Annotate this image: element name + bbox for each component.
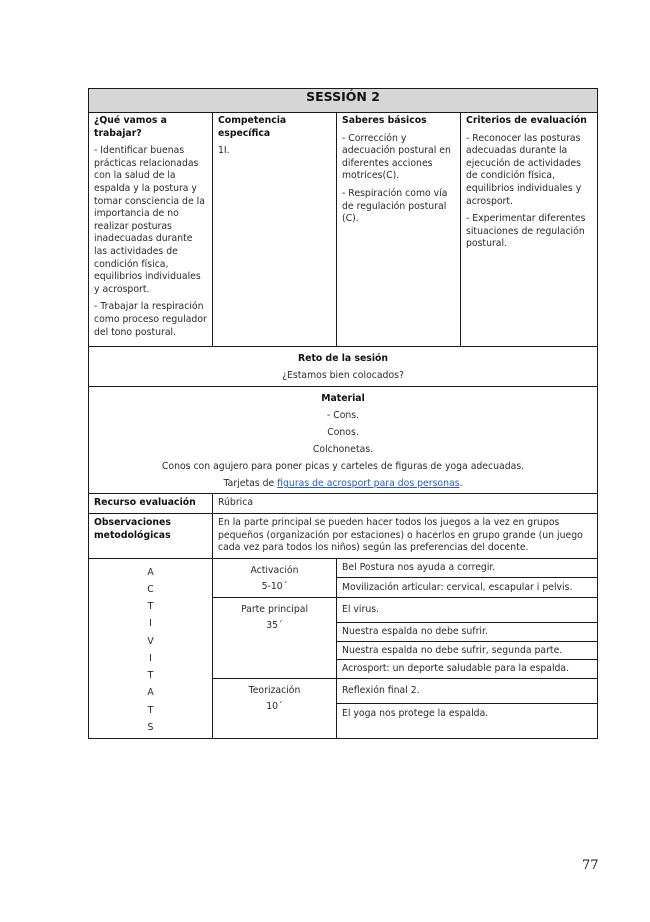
- phase-time: 5-10´: [261, 580, 288, 592]
- activity-item: Bel Postura nos ayuda a corregir.: [337, 558, 598, 578]
- acrosport-figures-link[interactable]: figuras de acrosport para dos personas: [277, 478, 460, 490]
- activitats-letter: T: [147, 670, 154, 682]
- observaciones-text: En la parte principal se pueden hacer todos los juegos a la vez en grupos pequeños (organización por estaciones) o hacerlos en grupo grande (un juego cada vez para todos los niños) según las preferencias del docente.: [213, 514, 598, 559]
- activitats-letter: V: [147, 635, 154, 647]
- activitats-letter: A: [147, 687, 154, 699]
- column-header: Criterios de evaluación: [466, 115, 587, 126]
- list-item: - Reconocer las posturas adecuadas durante la ejecución de actividades de condición física, equilibrios individuales y acrosport.: [466, 132, 582, 207]
- material-item-last: [94, 475, 592, 492]
- list-item: 1I.: [218, 145, 230, 157]
- activity-item: Nuestra espalda no debe sufrir, segunda parte.: [337, 641, 598, 660]
- session-title: SESSIÓN 2: [89, 89, 598, 113]
- column-criterios: [461, 113, 598, 347]
- list-item: - Respiración como vía de regulación postural (C).: [342, 187, 448, 225]
- list-item: - Corrección y adecuación postural en diferentes acciones motrices(C).: [342, 132, 451, 182]
- activity-item: El yoga nos protege la espalda.: [337, 703, 598, 738]
- material-text: .: [459, 478, 463, 490]
- material-item: Colchonetas.: [312, 444, 374, 456]
- activitats-letter: A: [147, 566, 154, 578]
- material-item: Conos.: [327, 427, 359, 439]
- activity-item: Acrosport: un deporte saludable para la espalda.: [337, 660, 598, 679]
- material-text: Tarjetas de: [223, 478, 278, 490]
- material-item: - Cons.: [326, 410, 360, 422]
- column-header: ¿Qué vamos a trabajar?: [94, 115, 167, 139]
- reto-header: Reto de la sesión: [298, 353, 389, 365]
- reto-cell: [89, 347, 598, 387]
- reto-text: ¿Estamos bien colocados?: [282, 370, 404, 382]
- material-cell: [89, 387, 598, 494]
- list-item: - Experimentar diferentes situaciones de regulación postural.: [466, 213, 586, 250]
- column-que-vamos: [89, 113, 213, 347]
- phase-name: Teorización: [248, 684, 301, 696]
- phase-time: 10´: [266, 700, 283, 712]
- activitats-letter: C: [147, 584, 154, 596]
- column-header: Competencia específica: [218, 115, 287, 139]
- activity-item: Nuestra espalda no debe sufrir.: [337, 623, 598, 642]
- material-header: Material: [321, 393, 365, 405]
- activity-item: El virus.: [337, 597, 598, 622]
- activitats-letter: I: [149, 618, 152, 630]
- activitats-letter: S: [147, 721, 154, 733]
- column-saberes: [337, 113, 461, 347]
- observaciones-label: Observaciones metodológicas: [89, 514, 213, 559]
- recurso-value: Rúbrica: [213, 494, 598, 514]
- material-item: Conos con agujero para poner picas y carteles de figuras de yoga adecuadas.: [161, 461, 525, 473]
- activitats-column: [89, 558, 213, 738]
- activitats-letter: T: [147, 601, 154, 613]
- column-header: Saberes básicos: [342, 115, 427, 126]
- page-number: 77: [582, 858, 599, 873]
- column-competencia: [213, 113, 337, 347]
- activitats-letter: I: [149, 652, 152, 664]
- phase-principal: [213, 597, 337, 678]
- phase-time: 35´: [266, 619, 283, 631]
- session-table: [88, 88, 598, 739]
- phase-activacion: [213, 558, 337, 597]
- list-item: - Trabajar la respiración como proceso regulador del tono postural.: [94, 301, 207, 338]
- recurso-label: Recurso evaluación: [89, 494, 213, 514]
- activitats-letter: T: [147, 704, 154, 716]
- phase-name: Parte principal: [240, 603, 309, 615]
- activity-item: Reflexión final 2.: [337, 678, 598, 703]
- phase-teorizacion: [213, 678, 337, 738]
- lesson-page: [88, 88, 597, 739]
- phase-name: Activación: [250, 564, 299, 576]
- list-item: - Identificar buenas prácticas relacionadas con la salud de la espalda y la postura y tomar consciencia de la importancia de no realizar posturas inadecuadas durante las actividades de condición física, equilibrios individuales y acrosport.: [94, 145, 205, 295]
- activity-item: Movilización articular: cervical, escapular i pelvis.: [337, 578, 598, 598]
